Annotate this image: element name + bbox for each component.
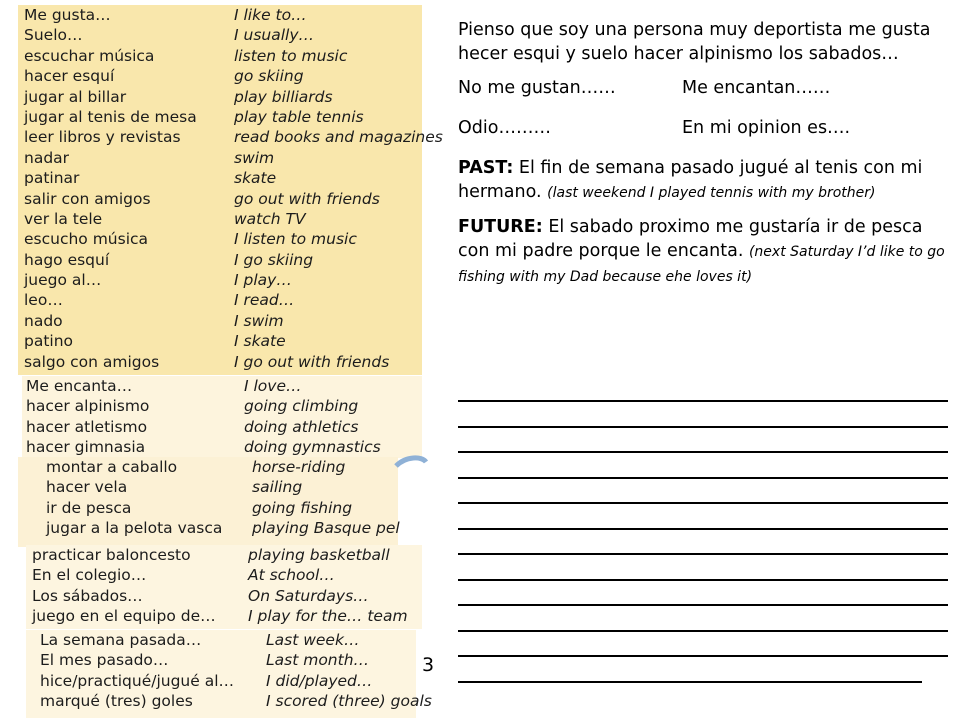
vocab-english: go out with friends	[234, 189, 380, 208]
vocab-row	[24, 25, 422, 45]
vocab-english: skate	[234, 169, 277, 188]
page-number: 3	[422, 654, 435, 676]
writing-line[interactable]	[458, 630, 948, 632]
vocab-row	[24, 46, 422, 66]
vocab-row	[26, 437, 422, 457]
vocab-spanish: El mes pasado…	[40, 651, 169, 670]
vocab-spanish: hacer vela	[46, 478, 128, 497]
future-paragraph	[458, 215, 948, 289]
vocab-english: going climbing	[244, 397, 359, 416]
vocab-english: going fishing	[252, 498, 353, 517]
vocab-english: I did/played…	[266, 671, 373, 690]
vocab-spanish: La semana pasada…	[40, 631, 202, 649]
vocab-english: swim	[234, 148, 275, 167]
vocab-english: read books and magazines	[234, 128, 443, 147]
future-label: FUTURE:	[458, 217, 543, 237]
vocab-spanish: escuchar música	[24, 46, 155, 65]
vocab-spanish: salir con amigos	[24, 189, 151, 208]
phrase-en-mi-opinion: En mi opinion es….	[682, 118, 851, 138]
writing-line[interactable]	[458, 502, 948, 504]
writing-line[interactable]	[458, 451, 948, 453]
vocab-spanish: patinar	[24, 169, 80, 188]
vocab-spanish: practicar baloncesto	[32, 546, 191, 564]
vocab-english: doing gymnastics	[244, 438, 381, 457]
vocab-block-activities	[18, 457, 398, 547]
vocab-row	[24, 290, 422, 310]
vocab-spanish: Me encanta…	[26, 377, 133, 395]
vocab-english: I play for the… team	[248, 607, 408, 626]
vocab-english: I scored (three) goals	[266, 692, 432, 711]
vocab-block-past	[26, 630, 432, 718]
vocab-spanish: ver la tele	[24, 209, 103, 228]
writing-line[interactable]	[458, 400, 948, 402]
intro-paragraph: Pienso que soy una persona muy deportista me gusta hecer esqui y suelo hacer alpinismo los sabados…	[458, 20, 931, 64]
vocab-english: watch TV	[234, 209, 306, 228]
vocab-spanish: hice/practiqué/jugué al…	[40, 671, 235, 690]
vocab-spanish: patino	[24, 332, 74, 351]
writing-line[interactable]	[458, 553, 948, 555]
writing-line[interactable]	[458, 655, 948, 657]
vocab-spanish: Los sábados…	[32, 586, 143, 605]
vocab-row	[40, 650, 416, 670]
vocab-row	[32, 565, 422, 585]
vocab-spanish: jugar al billar	[24, 87, 127, 106]
phrase-me-encantan: Me encantan……	[682, 78, 831, 98]
vocab-english: At school…	[248, 566, 335, 585]
vocab-english: I swim	[234, 311, 284, 330]
vocab-row	[24, 189, 422, 209]
vocab-row	[46, 457, 398, 477]
vocab-spanish: juego en el equipo de…	[32, 607, 216, 626]
vocab-english: On Saturdays…	[248, 586, 369, 605]
vocab-row	[32, 586, 422, 606]
writing-panel	[458, 18, 948, 299]
past-translation: (last weekend I played tennis with my brother)	[547, 185, 876, 201]
vocab-row	[40, 630, 416, 650]
vocab-spanish: ir de pesca	[46, 498, 132, 517]
past-spanish: El fin de semana pasado jugué al tenis con mi hermano.	[458, 158, 923, 202]
vocab-row	[26, 396, 422, 416]
vocab-row	[40, 691, 432, 711]
vocab-spanish: montar a caballo	[46, 458, 178, 476]
vocab-row	[24, 5, 422, 25]
vocab-spanish: hacer gimnasia	[26, 438, 146, 457]
vocab-spanish: En el colegio…	[32, 566, 147, 585]
phrase-row-2	[458, 116, 948, 140]
vocab-spanish: jugar al tenis de mesa	[24, 107, 197, 126]
vocab-row	[46, 518, 398, 538]
vocab-spanish: salgo con amigos	[24, 352, 160, 371]
vocab-row	[40, 671, 416, 691]
vocab-spanish: hacer esquí	[24, 67, 115, 86]
vocab-spanish: nado	[24, 311, 63, 330]
vocab-spanish: marqué (tres) goles	[40, 692, 193, 711]
vocab-spanish: leer libros y revistas	[24, 128, 181, 147]
vocab-row	[26, 376, 422, 396]
past-label: PAST:	[458, 158, 514, 178]
vocab-row	[24, 270, 422, 290]
vocab-block-likes	[18, 5, 443, 375]
writing-line[interactable]	[458, 604, 948, 606]
vocab-row	[24, 250, 422, 270]
vocab-english: doing athletics	[244, 417, 359, 436]
vocab-spanish: leo…	[24, 291, 63, 310]
writing-line[interactable]	[458, 528, 948, 530]
vocab-english: play billiards	[234, 87, 333, 106]
writing-line[interactable]	[458, 426, 948, 428]
vocab-spanish: Suelo…	[24, 26, 83, 45]
phrase-odio: Odio………	[458, 118, 551, 138]
vocab-row	[46, 498, 398, 518]
vocab-english: Last month…	[266, 651, 370, 670]
vocab-english: I play…	[234, 271, 292, 290]
vocab-row	[24, 87, 422, 107]
vocab-row	[24, 311, 422, 331]
vocab-spanish: jugar a la pelota vasca	[46, 519, 223, 538]
vocab-english: I go out with friends	[234, 352, 390, 371]
vocab-english: go skiing	[234, 67, 304, 86]
vocab-spanish: hacer alpinismo	[26, 397, 150, 416]
phrase-no-me-gustan: No me gustan……	[458, 78, 616, 98]
vocab-english: play table tennis	[234, 107, 364, 126]
vocab-english: listen to music	[234, 46, 348, 65]
vocab-english: sailing	[252, 478, 303, 497]
vocab-row	[32, 545, 422, 565]
vocab-row	[24, 209, 422, 229]
vocab-row	[46, 477, 398, 497]
vocab-row	[24, 148, 422, 168]
vocab-block-school	[26, 545, 422, 629]
writing-line[interactable]	[458, 681, 922, 683]
vocab-english: horse-riding	[252, 458, 346, 476]
vocab-english: I usually…	[234, 26, 315, 45]
vocab-row	[24, 331, 422, 351]
vocab-spanish: juego al…	[24, 271, 102, 290]
vocab-row	[24, 229, 422, 249]
vocab-english: I like to…	[234, 6, 307, 24]
vocab-row	[24, 168, 422, 188]
vocab-row	[26, 417, 422, 437]
vocab-english: playing basketball	[248, 546, 390, 564]
future-translation: (next Saturday I’d like to go fishing with my Dad because ehe loves it)	[458, 244, 945, 285]
vocab-row	[24, 352, 422, 372]
vocab-english: playing Basque pel	[252, 519, 400, 538]
vocab-spanish: hago esquí	[24, 250, 110, 269]
future-spanish: El sabado proximo me gustaría ir de pesca con mi padre porque le encanta.	[458, 217, 923, 261]
vocab-row	[32, 606, 422, 626]
vocab-english: I listen to music	[234, 230, 357, 249]
past-paragraph	[458, 156, 948, 205]
vocab-spanish: Me gusta…	[24, 6, 111, 24]
vocab-english: I love…	[244, 377, 302, 395]
vocab-row	[24, 107, 422, 127]
writing-line[interactable]	[458, 477, 948, 479]
vocab-spanish: nadar	[24, 148, 70, 167]
vocab-spanish: escucho música	[24, 230, 149, 249]
vocab-row	[24, 66, 422, 86]
writing-lines	[458, 400, 948, 710]
vocab-spanish: hacer atletismo	[26, 417, 148, 436]
vocab-row	[24, 127, 443, 147]
vocab-english: I skate	[234, 332, 286, 351]
vocab-block-loves	[22, 376, 422, 458]
vocab-english: I go skiing	[234, 250, 314, 269]
phrase-row-1	[458, 76, 948, 100]
vocab-english: I read…	[234, 291, 295, 310]
vocab-english: Last week…	[266, 631, 360, 649]
writing-line[interactable]	[458, 579, 948, 581]
decorative-swoosh-icon	[388, 452, 428, 512]
